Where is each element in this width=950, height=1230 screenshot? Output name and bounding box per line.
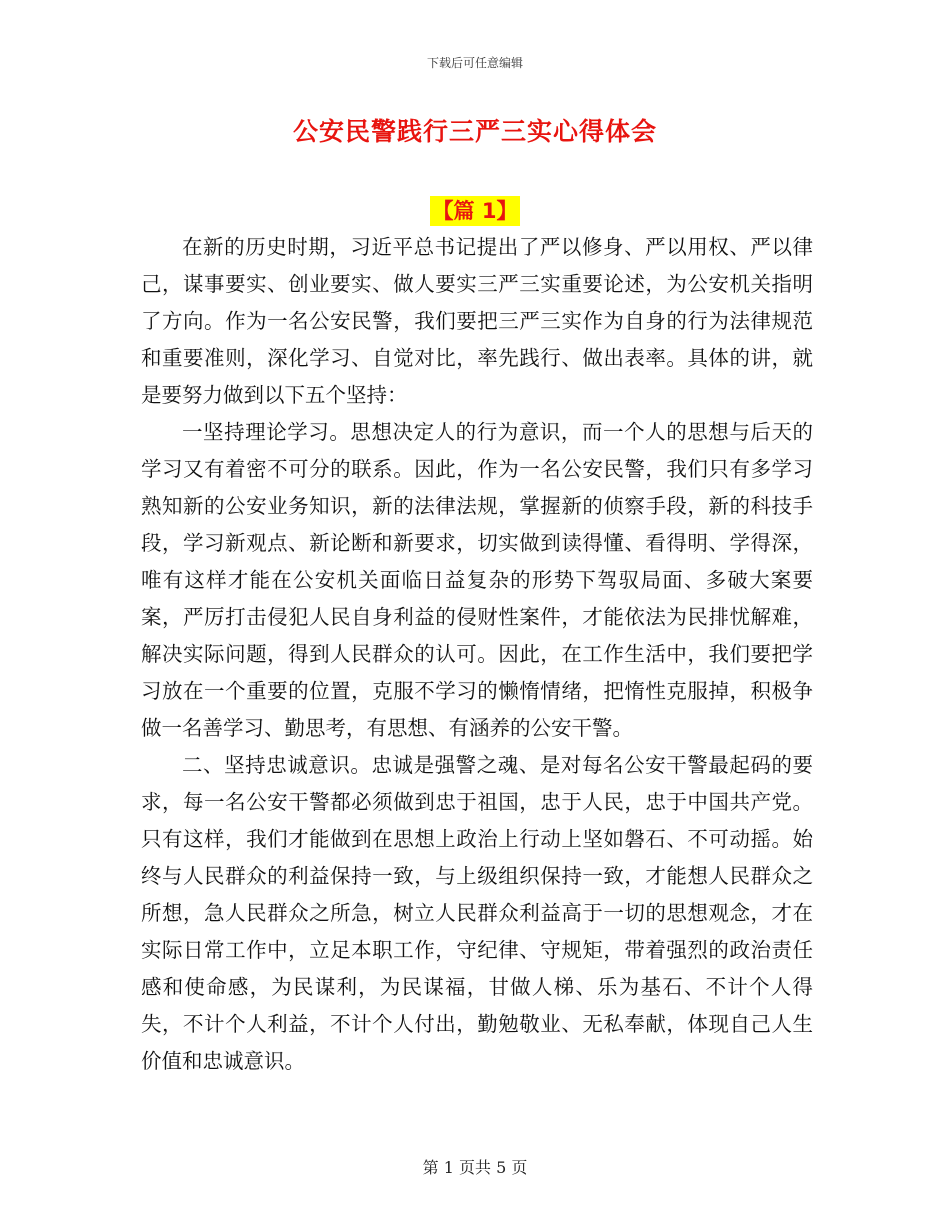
paragraph: 在新的历史时期，习近平总书记提出了严以修身、严以用权、严以律己，谋事要实、创业要实、做人要实三严三实重要论述，为公安机关指明了方向。作为一名公安民警，我们要把三严三实作为自身的行为法律规范和重要准则，深化学习、自觉对比，率先践行、做出表率。具体的讲，就是要努力做到以下五个坚持：	[141, 235, 813, 407]
document-body	[141, 229, 813, 1080]
header-note: 下载后可任意编辑	[426, 56, 523, 70]
paragraph: 二、坚持忠诚意识。忠诚是强警之魂、是对每名公安干警最起码的要求，每一名公安干警都必须做到忠于祖国，忠于人民，忠于中国共产党。只有这样，我们才能做到在思想上政治上行动上坚如磐石、不可动摇。始终与人民群众的利益保持一致，与上级组织保持一致，才能想人民群众之所想，急人民群众之所急，树立人民群众利益高于一切的思想观念，才在实际日常工作中，立足本职工作，守纪律、守规矩，带着强烈的政治责任感和使命感，为民谋利，为民谋福，甘做人梯、乐为基石、不计个人得失，不计个人利益，不计个人付出，勤勉敬业、无私奉献，体现自己人生价值和忠诚意识。	[141, 753, 813, 1073]
section-label-container	[0, 196, 950, 226]
document-title: 公安民警践行三严三实心得体会	[292, 117, 657, 146]
paragraph: 一坚持理论学习。思想决定人的行为意识，而一个人的思想与后天的学习又有着密不可分的联系。因此，作为一名公安民警，我们只有多学习熟知新的公安业务知识，新的法律法规，掌握新的侦察手段，新的科技手段，学习新观点、新论断和新要求，切实做到读得懂、看得明、学得深，唯有这样才能在公安机关面临日益复杂的形势下驾驭局面、多破大案要案，严厉打击侵犯人民自身利益的侵财性案件，才能依法为民排忧解难，解决实际问题，得到人民群众的认可。因此，在工作生活中，我们要把学习放在一个重要的位置，克服不学习的懒惰情绪，把惰性克服掉，积极争做一名善学习、勤思考，有思想、有涵养的公安干警。	[141, 420, 813, 740]
page-footer: 第 1 页共 5 页	[422, 1158, 528, 1177]
section-label: 【篇 1】	[430, 196, 521, 226]
